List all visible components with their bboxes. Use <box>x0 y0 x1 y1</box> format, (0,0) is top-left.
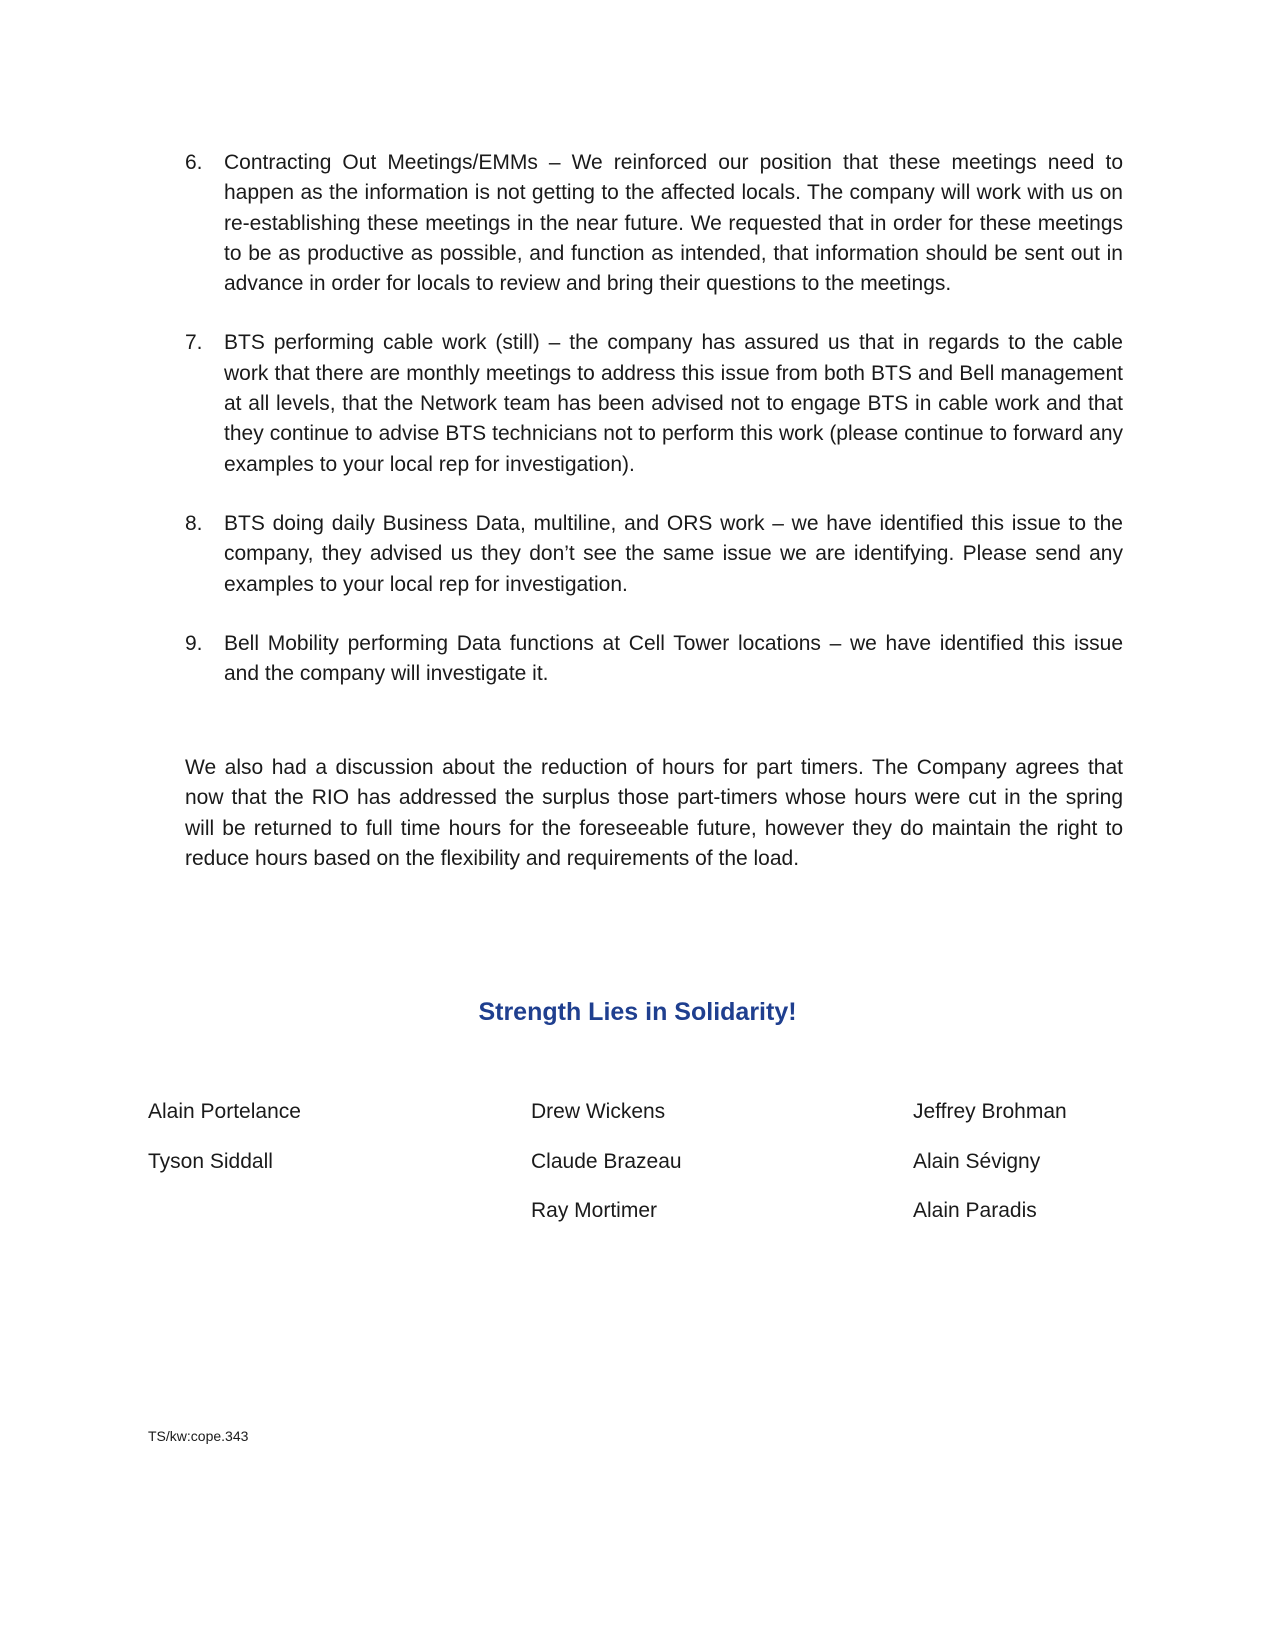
item-number: 7. <box>185 331 203 355</box>
item-text: BTS doing daily Business Data, multiline, and ORS work – we have identified this issue to the company, they advised us they don’t see the same issue we are identifying. Please send any examples to your local rep for investigation. <box>224 511 1123 596</box>
signatory-name: Alain Paradis <box>913 1199 1037 1222</box>
signatory-column-2 <box>531 1098 682 1247</box>
signatory-name: Claude Brazeau <box>531 1149 682 1173</box>
list-item <box>185 328 1123 479</box>
signatory-name: Alain Portelance <box>148 1100 301 1123</box>
signatory-name: Drew Wickens <box>531 1100 666 1123</box>
signatory-column-1 <box>148 1098 301 1197</box>
item-text: BTS performing cable work (still) – the company has assured us that in regards to the cable work that there are monthly meetings to address this issue from both BTS and Bell management at all levels, that the Network team has been advised not to engage BTS in cable work and that they continue to advise BTS technicians not to perform this work (please continue to forward any examples to your local rep for investigation). <box>224 331 1123 476</box>
signatory-name: Tyson Siddall <box>148 1149 273 1173</box>
item-number: 6. <box>185 151 203 174</box>
item-number: 9. <box>185 631 203 655</box>
reference-code: TS/kw:cope.343 <box>148 1428 249 1444</box>
signatory-name: Alain Sévigny <box>913 1149 1041 1173</box>
list-item <box>185 509 1123 600</box>
slogan-heading: Strength Lies in Solidarity! <box>478 998 797 1026</box>
item-number: 8. <box>185 511 203 535</box>
signatory-name: Jeffrey Brohman <box>913 1100 1067 1123</box>
item-text: Bell Mobility performing Data functions at Cell Tower locations – we have identified this issue and the company will investigate it. <box>224 631 1123 686</box>
item-text: Contracting Out Meetings/EMMs – We reinforced our position that these meetings need to happen as the information is not getting to the affected locals. The company will work with us on re-establishing these meetings in the near future. We requested that in order for these meetings to be as productive as possible, and function as intended, that information should be sent out in advance in order for locals to review and bring their questions to the meetings. <box>224 151 1123 296</box>
numbered-list <box>185 148 1123 718</box>
signatory-name: Ray Mortimer <box>531 1199 658 1222</box>
signatory-column-3 <box>913 1098 1067 1247</box>
closing-paragraph: We also had a discussion about the reduction of hours for part timers. The Company agrees that now that the RIO has addressed the surplus those part-timers whose hours were cut in the spring will be returned to full time hours for the foreseeable future, however they do maintain the right to reduce hours based on the flexibility and requirements of the load. <box>185 756 1123 870</box>
list-item <box>185 629 1123 690</box>
list-item <box>185 148 1123 299</box>
